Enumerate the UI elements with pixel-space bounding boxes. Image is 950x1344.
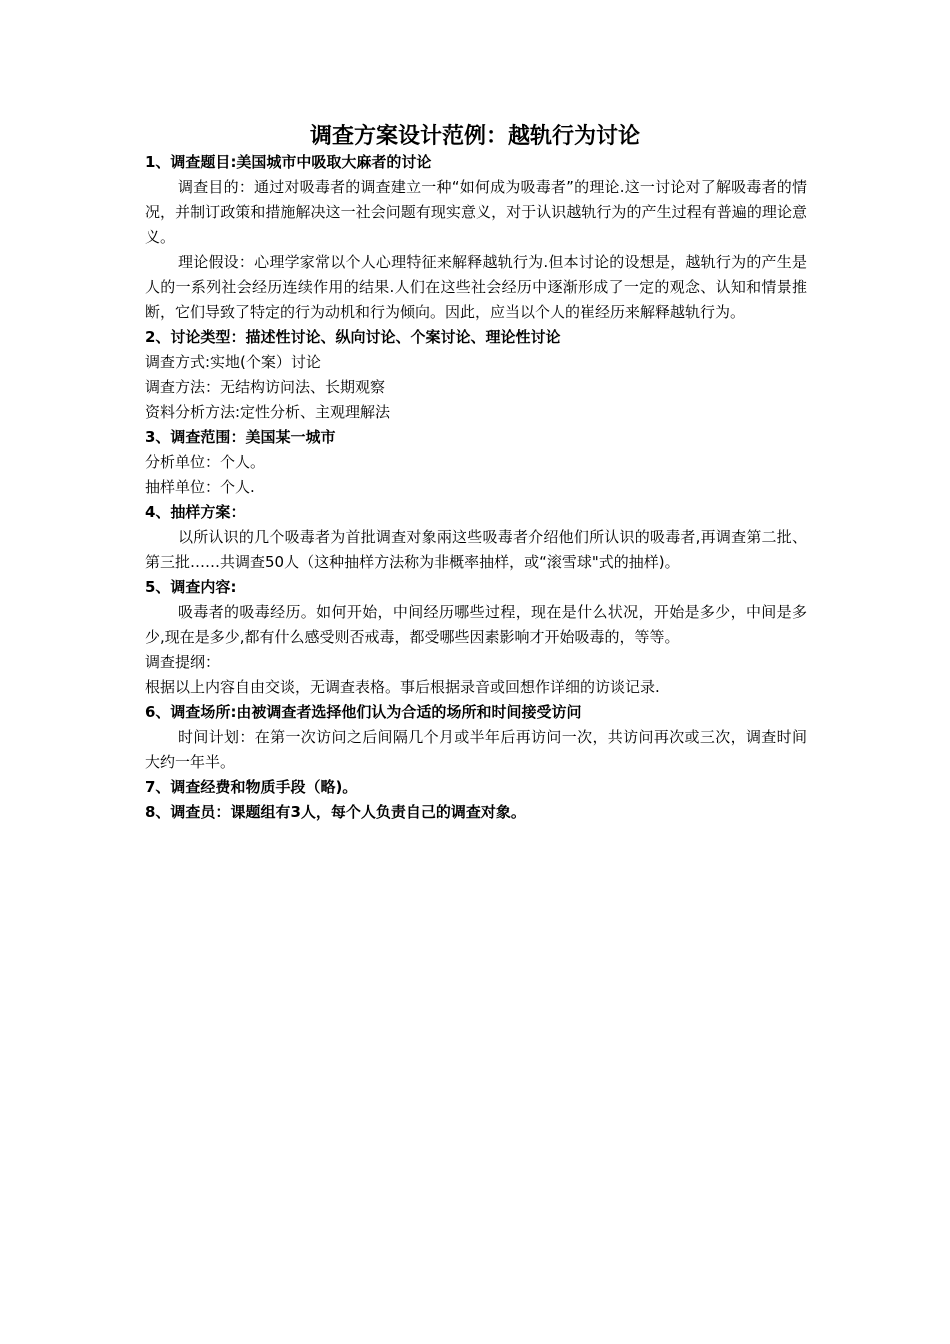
section-5-survey-content: 5、调查内容: — [145, 578, 237, 596]
section-2-research-type: 2、讨论类型：描述性讨论、纵向讨论、个案讨论、理论性讨论 — [145, 328, 561, 346]
survey-content-paragraph: 吸毒者的吸毒经历。如何开始，中间经历哪些过程，现在是什么状况，开始是多少，中间是多少,现在是多少,都有什么感受则否戒毒，都受哪些因素影响才开始吸毒的，等等。 — [145, 603, 807, 646]
sampling-unit: 抽样单位：个人. — [145, 478, 255, 496]
survey-mode: 调查方式:实地(个案）讨论 — [145, 353, 321, 371]
survey-method: 调查方法：无结构访问法、长期观察 — [145, 378, 386, 396]
time-plan-paragraph: 时间计划：在第一次访问之后间隔几个月或半年后再访问一次，共访问再次或三次，调查时间大约一年半。 — [145, 728, 807, 771]
data-analysis-method: 资料分析方法:定性分析、主观理解法 — [145, 403, 391, 421]
survey-purpose-paragraph: 调查目的：通过对吸毒者的调查建立一种“如何成为吸毒者”的理论.这一讨论对了解吸毒者的情况，并制订政策和措施解决这一社会问题有现实意义，对于认识越轨行为的产生过程有普遍的理论意义。 — [145, 178, 807, 246]
section-4-sampling-plan: 4、抽样方案： — [145, 503, 246, 521]
section-1-survey-topic: 1、调查题目:美国城市中吸取大麻者的讨论 — [145, 153, 432, 171]
document-title: 调查方案设计范例：越轨行为讨论 — [309, 124, 640, 149]
section-8-investigators: 8、调查员：课题组有3人，每个人负责自己的调查对象。 — [145, 803, 526, 821]
section-6-survey-venue: 6、调查场所:由被调查者选择他们认为合适的场所和时间接受访问 — [145, 703, 582, 721]
analysis-unit: 分析单位：个人。 — [145, 453, 266, 471]
document-body — [145, 150, 807, 825]
section-3-survey-scope: 3、调查范围：美国某一城市 — [145, 428, 336, 446]
theory-hypothesis-paragraph: 理论假设：心理学家常以个人心理特征来解释越轨行为.但本讨论的设想是，越轨行为的产生是人的一系列社会经历连续作用的结果.人们在这些社会经历中逐渐形成了一定的观念、认知和情景推断，它们导致了特定的行为动机和行为倾向。因此，应当以个人的崔经历来解释越轨行为。 — [145, 253, 807, 321]
survey-outline-paragraph: 根据以上内容自由交谈，无调查表格。事后根据录音或回想作详细的访谈记录. — [145, 678, 660, 696]
sampling-plan-paragraph: 以所认识的几个吸毒者为首批调查对象兩这些吸毒者介绍他们所认识的吸毒者,再调查第二批、第三批……共调查50人（这种抽样方法称为非概率抽样，或“滚雪球"式的抽样)。 — [145, 528, 807, 571]
section-7-budget: 7、调查经费和物质手段（略)。 — [145, 778, 358, 796]
survey-outline-heading: 调查提纲： — [145, 653, 221, 671]
